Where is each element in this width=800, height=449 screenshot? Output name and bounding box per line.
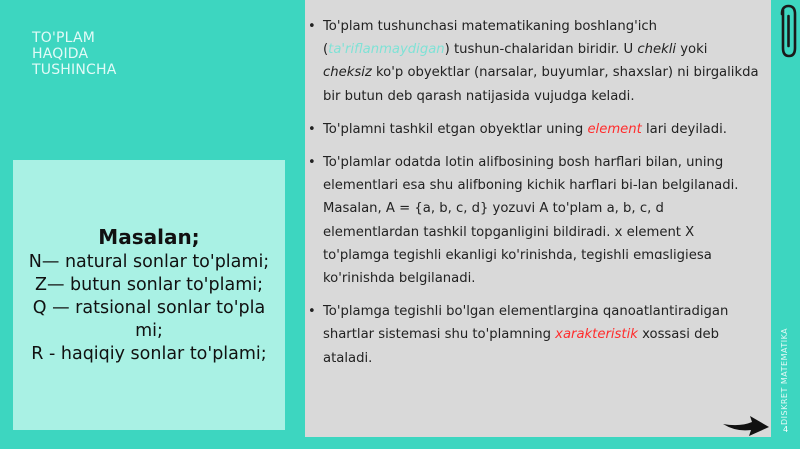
bullet-text: ta'riflanmaydigan — [328, 42, 445, 58]
bullet-text: cheksiz — [323, 65, 372, 81]
bullet-text: ko'p obyektlar (narsalar, buyumlar, shaxslar) ni birgalikda bir butun deb qarash natijasida vujudga keladi. — [323, 65, 759, 104]
bullet-text: element — [587, 121, 642, 137]
example-line: R - haqiqiy sonlar to'plami; — [31, 343, 267, 364]
slide-title-line: HAQIDA — [32, 46, 89, 62]
arrow-right-icon[interactable] — [722, 413, 770, 437]
example-line: Z— butun sonlar to'plami; — [35, 274, 263, 295]
bullet-text: yoki — [676, 42, 708, 58]
bullet-item — [309, 118, 759, 141]
vertical-course-label: DISKRET MATEMATIKA — [780, 327, 789, 425]
bullet-text: To'plamlar odatda lotin alifbosining bosh harflari bilan, uning elementlari esa shu alifboning kichik harflari bi-lan belgilanadi. Masalan, A = {a, b, c, d} yozuvi A to'plam a, b, c, d elementlardan tashkil topganligini bildiradi. x element X to'plamga tegishli ekanligi ko'rinishda, tegishli emɑsligiesa ko'rinishda belgilanadi. — [323, 155, 739, 287]
bullet-item — [309, 151, 759, 290]
example-line: Q — ratsional sonlar to'pla mi; — [32, 297, 266, 341]
bullet-text: To'plamni tashkil etgan obyektlar uning — [323, 121, 588, 137]
example-box — [13, 160, 285, 430]
slide-title-line: TUSHINCHA — [32, 62, 117, 78]
bullet-text: To'plamga tegishli bo'lgan elementlargina qanoatlantiradigan shartlar sistemasi shu to'plamning — [323, 304, 729, 343]
bullet-item — [309, 300, 759, 370]
bullet-list — [309, 15, 759, 370]
bullet-text: xossasi deb ataladi. — [323, 327, 719, 366]
bullet-text: To'plam tushunchasi matematikaning boshlang'ich ( — [323, 19, 657, 58]
bullet-item — [309, 15, 759, 108]
page-number: 4 — [783, 425, 789, 434]
bullet-text: xarakteristik — [555, 327, 638, 343]
content-panel — [305, 0, 771, 437]
example-heading: Masalan; — [98, 224, 200, 249]
slide-title-line: TO'PLAM — [32, 30, 96, 46]
paperclip-icon — [774, 4, 800, 60]
bullet-text: ) tushun-chalaridan biridir. U — [444, 42, 638, 58]
bullet-text: lari deyiladi. — [641, 121, 727, 137]
example-line: N— natural sonlar to'plami; — [28, 251, 270, 272]
bullet-text: chekli — [637, 42, 677, 58]
slide-title — [32, 30, 172, 78]
